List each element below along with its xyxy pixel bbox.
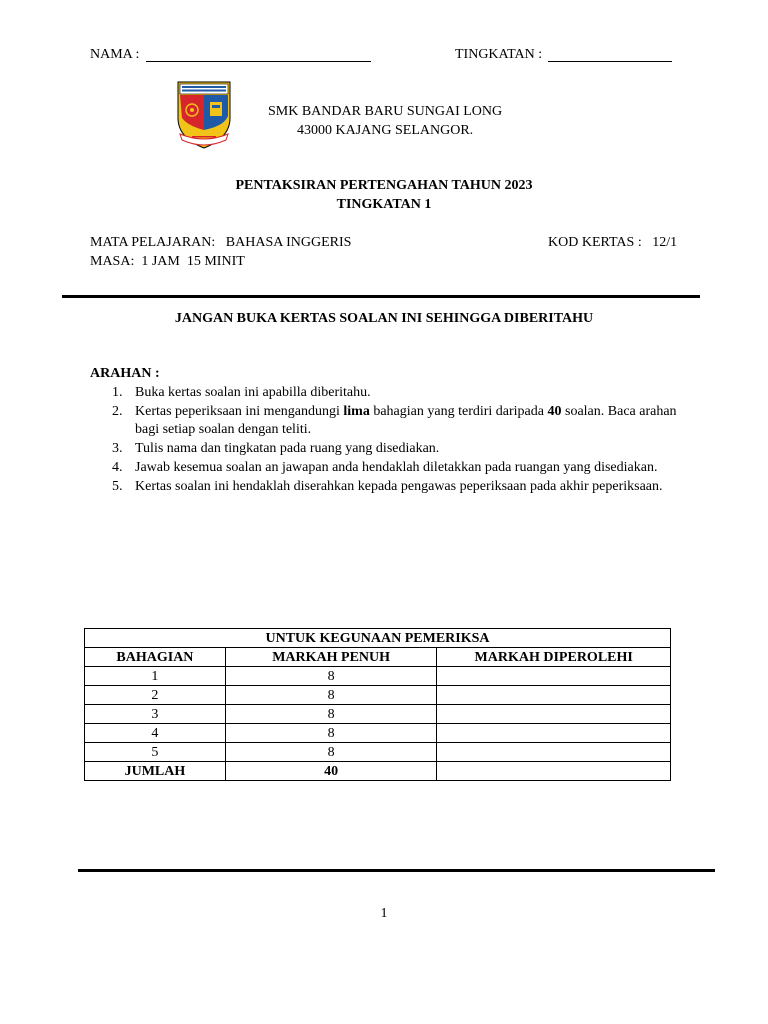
form-field[interactable] bbox=[548, 61, 672, 62]
cell-marks-obtained[interactable] bbox=[437, 667, 671, 686]
name-label: NAMA : bbox=[90, 47, 140, 62]
cell-section: 2 bbox=[85, 686, 226, 705]
subject-line: MATA PELAJARAN: BAHASA INGGERIS bbox=[90, 235, 352, 250]
form-label: TINGKATAN : bbox=[455, 47, 543, 62]
list-item-text: soalan. Baca arahan bagi setiap soalan dengan teliti. bbox=[135, 404, 677, 437]
list-item bbox=[90, 459, 690, 477]
list-item-number: 1. bbox=[112, 385, 123, 400]
page-number: 1 bbox=[380, 906, 388, 921]
list-item-text: bahagian yang terdiri daripada bbox=[369, 404, 548, 419]
list-item-text: Kertas soalan ini hendaklah diserahkan kepada pengawas peperiksaan pada akhir peperiksaan. bbox=[135, 479, 663, 494]
name-field[interactable] bbox=[146, 61, 371, 62]
list-item-text: Buka kertas soalan ini apabilla diberitahu. bbox=[135, 385, 371, 400]
list-item-text: Tulis nama dan tingkatan pada ruang yang disediakan. bbox=[135, 441, 440, 456]
divider-top bbox=[62, 295, 700, 298]
cell-full-marks: 8 bbox=[225, 724, 437, 743]
exam-title: PENTAKSIRAN PERTENGAHAN TAHUN 2023 bbox=[235, 178, 533, 193]
cell-full-marks: 8 bbox=[225, 743, 437, 762]
list-item bbox=[90, 403, 690, 439]
cell-section: 1 bbox=[85, 667, 226, 686]
table-row bbox=[85, 686, 671, 705]
table-title-row bbox=[85, 629, 671, 648]
cell-marks-obtained[interactable] bbox=[437, 686, 671, 705]
table-header-row bbox=[85, 648, 671, 667]
list-item-text: Jawab kesemua soalan an jawapan anda hendaklah diletakkan pada ruangan yang disediakan. bbox=[135, 460, 658, 475]
cell-section: 5 bbox=[85, 743, 226, 762]
table-title: UNTUK KEGUNAAN PEMERIKSA bbox=[85, 629, 671, 648]
time-line: MASA: 1 JAM 15 MINIT bbox=[90, 254, 245, 269]
school-name: SMK BANDAR BARU SUNGAI LONG bbox=[268, 104, 503, 119]
warning-text: JANGAN BUKA KERTAS SOALAN INI SEHINGGA DIBERITAHU bbox=[174, 311, 594, 326]
cell-full-marks: 8 bbox=[225, 667, 437, 686]
table-row bbox=[85, 705, 671, 724]
cell-marks-obtained[interactable] bbox=[437, 705, 671, 724]
list-item-bold: 40 bbox=[547, 404, 562, 419]
list-item bbox=[90, 440, 690, 458]
school-address: 43000 KAJANG SELANGOR. bbox=[297, 123, 474, 138]
table-row bbox=[85, 743, 671, 762]
table-row bbox=[85, 724, 671, 743]
cell-marks-obtained[interactable] bbox=[437, 743, 671, 762]
instructions-title: ARAHAN : bbox=[90, 366, 160, 381]
school-crest-icon bbox=[174, 80, 234, 150]
total-marks-obtained[interactable] bbox=[437, 762, 671, 781]
table-total-row bbox=[85, 762, 671, 781]
total-full-marks: 40 bbox=[225, 762, 437, 781]
cell-full-marks: 8 bbox=[225, 705, 437, 724]
divider-bottom bbox=[78, 869, 715, 872]
header-marks-obtained: MARKAH DIPEROLEHI bbox=[437, 648, 671, 667]
header-full-marks: MARKAH PENUH bbox=[225, 648, 437, 667]
cell-section: 3 bbox=[85, 705, 226, 724]
instructions-list bbox=[90, 384, 690, 497]
list-item-text: Kertas peperiksaan ini mengandungi bbox=[135, 404, 344, 419]
paper-code: KOD KERTAS : 12/1 bbox=[548, 235, 678, 250]
total-label: JUMLAH bbox=[85, 762, 226, 781]
list-item-number: 4. bbox=[112, 460, 123, 475]
header-section: BAHAGIAN bbox=[85, 648, 226, 667]
list-item bbox=[90, 478, 690, 496]
list-item-number: 3. bbox=[112, 441, 123, 456]
table-row bbox=[85, 667, 671, 686]
cell-section: 4 bbox=[85, 724, 226, 743]
list-item bbox=[90, 384, 690, 402]
marks-table bbox=[84, 628, 671, 781]
list-item-bold: lima bbox=[343, 404, 370, 419]
list-item-number: 2. bbox=[112, 404, 123, 419]
cell-full-marks: 8 bbox=[225, 686, 437, 705]
cell-marks-obtained[interactable] bbox=[437, 724, 671, 743]
exam-form: TINGKATAN 1 bbox=[336, 197, 432, 212]
list-item-number: 5. bbox=[112, 479, 123, 494]
